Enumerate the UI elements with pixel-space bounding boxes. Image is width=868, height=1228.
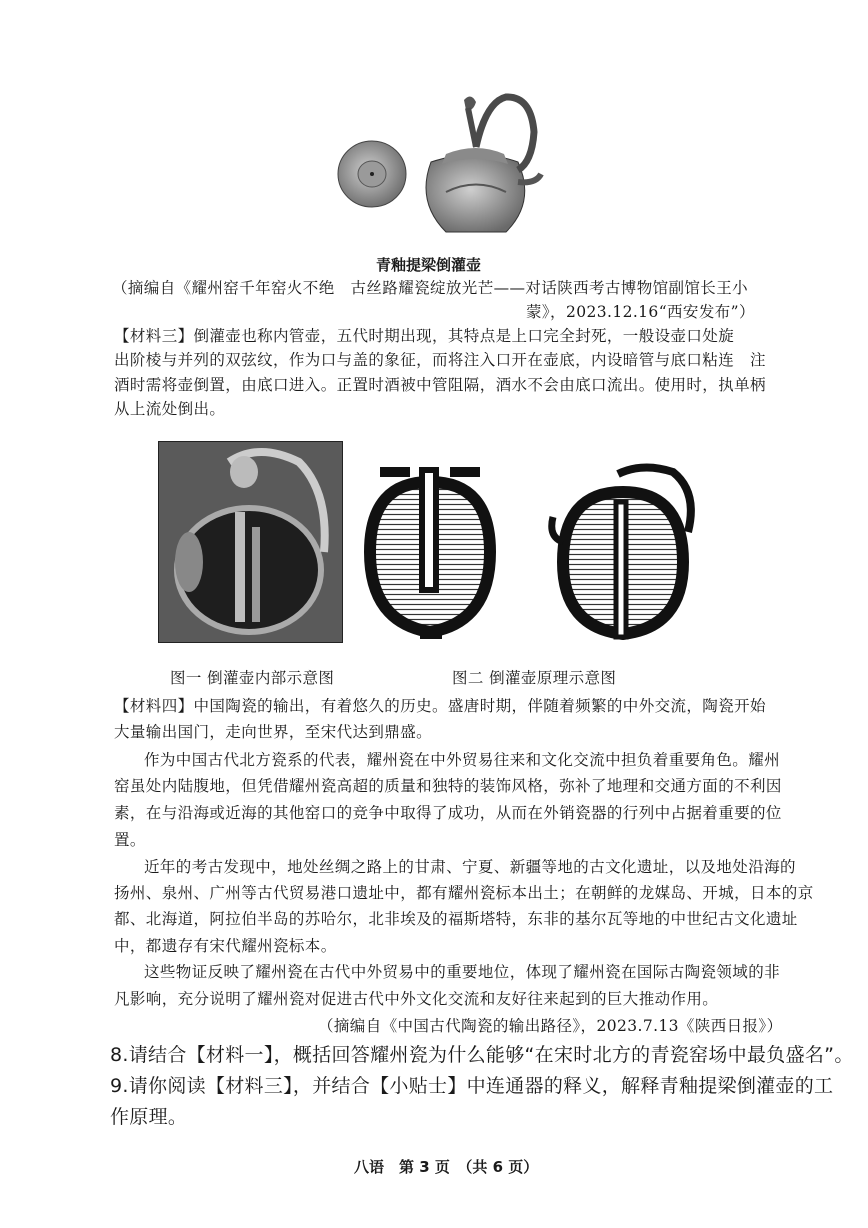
principle-diagram-left <box>360 462 500 642</box>
figure1-source-line2: 蒙》，2023.12.16“西安发布”） <box>526 303 755 321</box>
material4-p3-l1: 近年的考古发现中，地处丝绸之路上的甘肃、宁夏、新疆等地的古文化遗址，以及地处沿海的 <box>144 858 796 876</box>
material4-p3-l4: 中，都遗存有宋代耀州瓷标本。 <box>114 937 337 955</box>
figure2-caption-b: 图二 倒灌壶原理示意图 <box>452 669 617 687</box>
material4-p3-l2: 扬州、泉州、广州等古代贸易港口遗址中，都有耀州瓷标本出土；在朝鲜的龙媒岛、开城，日本的京 <box>114 884 814 902</box>
material4-p1-l1: 【材料四】中国陶瓷的输出，有着悠久的历史。盛唐时期，伴随着频繁的中外交流，陶瓷开始 <box>114 697 766 715</box>
figure2-caption-a: 图一 倒灌壶内部示意图 <box>170 669 335 687</box>
material4-p4-l2: 凡影响，充分说明了耀州瓷对促进古代中外文化交流和友好往来起到的巨大推动作用。 <box>114 990 719 1008</box>
teapot-interior-photo <box>158 441 343 643</box>
material4-source: （摘编自《中国古代陶瓷的输出路径》，2023.7.13《陕西日报》） <box>318 1017 783 1035</box>
material4-p1-l2: 大量输出国门，走向世界，至宋代达到鼎盛。 <box>114 723 433 741</box>
figure1-source-line1: （摘编自《耀州窑千年窑火不绝 古丝路耀瓷绽放光芒——对话陕西考古博物馆副馆长王小 <box>112 279 749 297</box>
teapot-photo <box>336 92 546 242</box>
material4-p2-l3: 素，在与沿海或近海的其他窑口的竞争中取得了成功，从而在外销瓷器的行列中占据着重要的位 <box>114 804 782 822</box>
figure1-caption: 青釉提梁倒灌壶 <box>376 256 482 274</box>
principle-diagram-right <box>548 462 698 642</box>
material4-p2-l4: 置。 <box>114 831 146 849</box>
material3-line3: 酒时需将壶倒置，由底口进入。正置时酒被中管阻隔，酒水不会由底口流出。使用时，执单柄 <box>114 376 766 394</box>
question-9-line1: 9.请你阅读【材料三】，并结合【小贴士】中连通器的释义，解释青釉提梁倒灌壶的工 <box>110 1075 834 1097</box>
material4-p2-l1: 作为中国古代北方瓷系的代表，耀州瓷在中外贸易往来和文化交流中担负着重要角色。耀州 <box>144 751 781 769</box>
page-footer: 八语 第 3 页 （共 6 页） <box>354 1158 539 1176</box>
material3-line1: 【材料三】倒灌壶也称内管壶，五代时期出现，其特点是上口完全封死，一般设壶口处旋 <box>114 327 735 345</box>
material4-p3-l3: 都、北海道，阿拉伯半岛的苏哈尔，北非埃及的福斯塔特，东非的基尔瓦等地的中世纪古文化遗址 <box>114 910 798 928</box>
material3-line2: 出阶棱与并列的双弦纹，作为口与盖的象征，而将注入口开在壶底，内设暗管与底口粘连 注 <box>114 351 766 369</box>
question-8: 8.请结合【材料一】，概括回答耀州瓷为什么能够“在宋时北方的青瓷窑场中最负盛名”。 <box>110 1044 854 1066</box>
material3-line4: 从上流处倒出。 <box>114 400 226 418</box>
material4-p4-l1: 这些物证反映了耀州瓷在古代中外贸易中的重要地位，体现了耀州瓷在国际古陶瓷领域的非 <box>144 963 781 981</box>
material4-p2-l2: 窑虽处内陆腹地，但凭借耀州瓷高超的质量和独特的装饰风格，弥补了地理和交通方面的不利因 <box>114 777 782 795</box>
question-9-line2: 作原理。 <box>110 1106 188 1128</box>
